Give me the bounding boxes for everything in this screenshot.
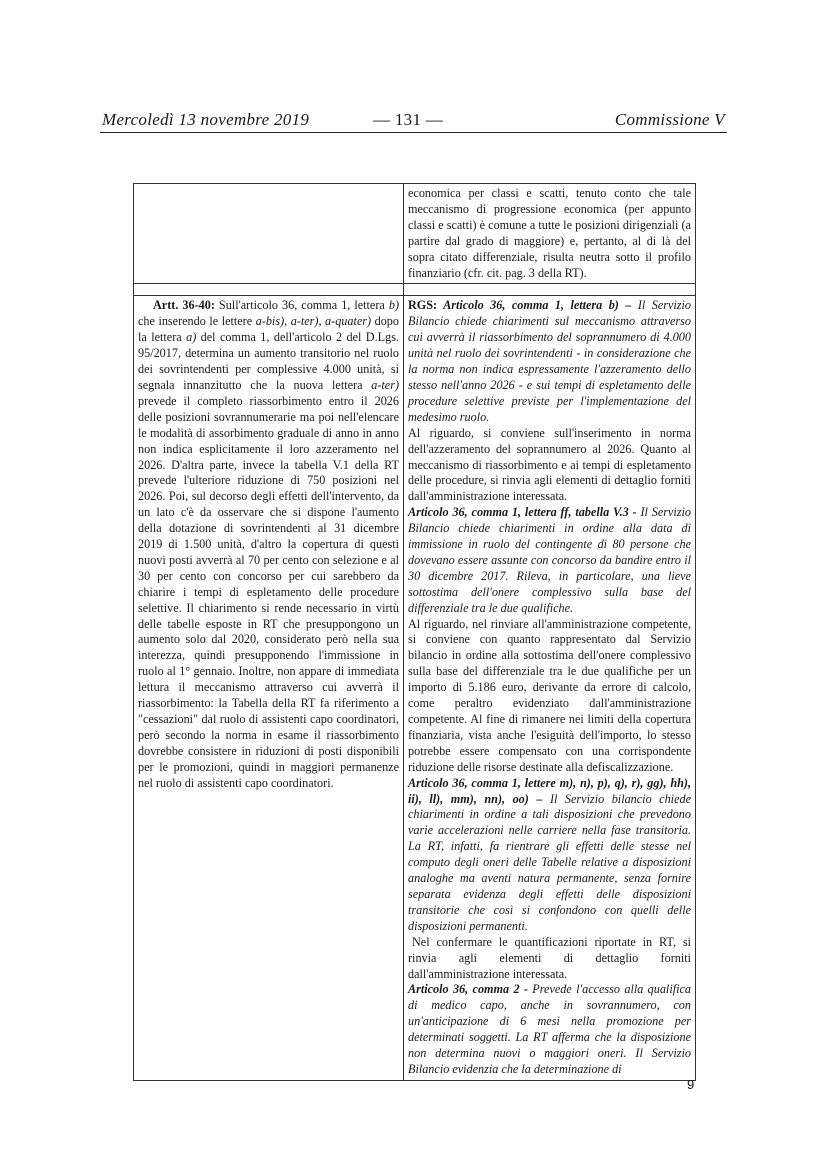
table-row (134, 184, 696, 284)
comparison-table (133, 183, 696, 1081)
right-cell (404, 296, 696, 1080)
header-date: Mercoledì 13 novembre 2019 (102, 110, 310, 129)
header-rule (100, 132, 727, 133)
reply-paragraph: Nel confermare le quantificazioni riportate in RT, si rinvia agli elementi di dettaglio forniti dall'amministrazione interessata. (408, 934, 691, 981)
reply-paragraph: Al riguardo, nel rinviare all'amministrazione competente, si conviene con quanto rappresentato dal Servizio bilancio in ordine alla sottostima dell'onere complessivo sulla base del differenziale tra le due qualifiche per un importo di 5.186 euro, derivante da errore di calcolo, come peraltro evidenziato dall'amministrazione competente. Al fine di rimanere nei limiti della copertura finanziaria, vista anche l'esiguità dell'importo, lo stesso potrebbe essere compensato con una corrispondente riduzione delle risorse destinate alla defiscalizzazione. (408, 616, 691, 774)
left-paragraph: Artt. 36-40: Sull'articolo 36, comma 1, lettera b) che inserendo le lettere a-bis), a-ter), a-quater) dopo la lettera a) del comma 1, dell'articolo 2 del D.Lgs. 95/2017, determina un aumento transitorio nel ruolo dei sovrintendenti per complessive 4.000 unità, si segnala innanzitutto che la nuova lettera a-ter) prevede il completo riassorbimento entro il 2026 delle posizioni sovrannumerarie ma poi nell'elencare le modalità di assorbimento graduale di anno in anno non indica esplicitamente il loro azzeramento nel 2026. D'altra parte, invece la tabella V.1 della RT prevede l'ulteriore riduzione di 750 posizioni nel 2026. Poi, sul decorso degli effetti dell'intervento, da un lato c'è da osservare che si dispone l'aumento della dotazione di sovrintendenti al 31 dicembre 2019 di 1.500 unità, d'altro la copertura di questi nuovi posti avverrà al 70 per cento con selezione e al 30 per cento con concorso per cui sarebbero da chiarire i tempi di espletamento delle procedure selettive. Il chiarimento si rende necessario in virtù delle tabelle esposte in RT che presuppongono un aumento solo dal 2020, considerato però nella sua interezza, quindi presupponendo l'immissione in ruolo al 1° gennaio. Inoltre, non appare di immediata lettura il meccanismo attraverso cui avverrà il riassorbimento: la Tabella della RT fa riferimento a "cessazioni" dal ruolo di assistenti capo coordinatori, però secondo la norma in esame il riassorbimento dovrebbe consistere in riduzioni di posti disponibili per le promozioni, quindi in maggiori permanenze nel ruolo di assistenti capo coordinatori. (138, 298, 399, 790)
row1-right-cell: economica per classi e scatti, tenuto conto che tale meccanismo di progressione economica (per appunto classi e scatti) è comune a tutte le posizioni dirigenziali (a partire dal grado di maggiore) e, pertanto, al di là del sopra citato differenziale, risulta neutra sotto il profilo finanziario (cfr. cit. pag. 3 della RT). (404, 184, 696, 284)
left-cell (134, 296, 404, 1080)
question-paragraph: Articolo 36, comma 1, lettere m), n), p), q), r), gg), hh), ii), ll), mm), nn), oo) – Il Servizio bilancio chiede chiarimenti in ordine a tali disposizioni che prevedono varie accelerazioni nelle carriere nella fase transitoria. La RT, infatti, fa rientrare gli effetti delle stesse nel computo degli oneri delle Tabelle relative a disposizioni analoghe ma aventi natura permanente, senza fornire separata evidenza degli effetti delle disposizioni transitorie che così si confondono con quelli delle disposizioni permanenti. (408, 775, 691, 933)
question-paragraph: Articolo 36, comma 2 - Prevede l'accesso alla qualifica di medico capo, anche in sovrannumero, con un'anticipazione di 6 mesi nella promozione per determinati soggetti. La RT afferma che la disposizione non determina nuovi o maggiori oneri. Il Servizio Bilancio evidenzia che la determinazione di (408, 982, 691, 1076)
page-header (100, 108, 727, 132)
footer-page-number: 9 (687, 1077, 695, 1092)
header-committee: Commissione V (614, 110, 725, 129)
header-page-number: — 131 — (373, 110, 444, 129)
reply-paragraph: Al riguardo, si conviene sull'inserimento in norma dell'azzeramento del soprannumero al 2026. Quanto al meccanismo di riassorbimento e ai tempi di espletamento delle procedure, si rinvia agli elementi di dettaglio forniti dall'amministrazione interessata. (408, 425, 691, 504)
row1-left-cell (134, 184, 404, 284)
question-paragraph: Articolo 36, comma 1, lettera ff, tabella V.3 - Il Servizio Bilancio chiede chiarimenti in ordine alla data di immissione in ruolo del contingente di 80 persone che dovevano essere assunte con concorso da bandire entro il 30 dicembre 2017. Rileva, in particolare, una lieve sottostima dell'onere complessivo sulla base del differenziale tra le due qualifiche. (408, 505, 691, 615)
table-spacer-row (134, 284, 696, 296)
table-row (134, 296, 696, 1080)
rgs-paragraph: RGS: Articolo 36, comma 1, lettera b) – Il Servizio Bilancio chiede chiarimenti sul meccanismo attraverso cui avverrà il riassorbimento del soprannumero di 4.000 unità nel ruolo dei sovrintendenti - in considerazione che la norma non indica espressamente l'azzeramento dello stesso nell'anno 2026 - e sui tempi di espletamento delle procedure selettive previste per l'implementazione del medesimo ruolo. (408, 298, 691, 424)
